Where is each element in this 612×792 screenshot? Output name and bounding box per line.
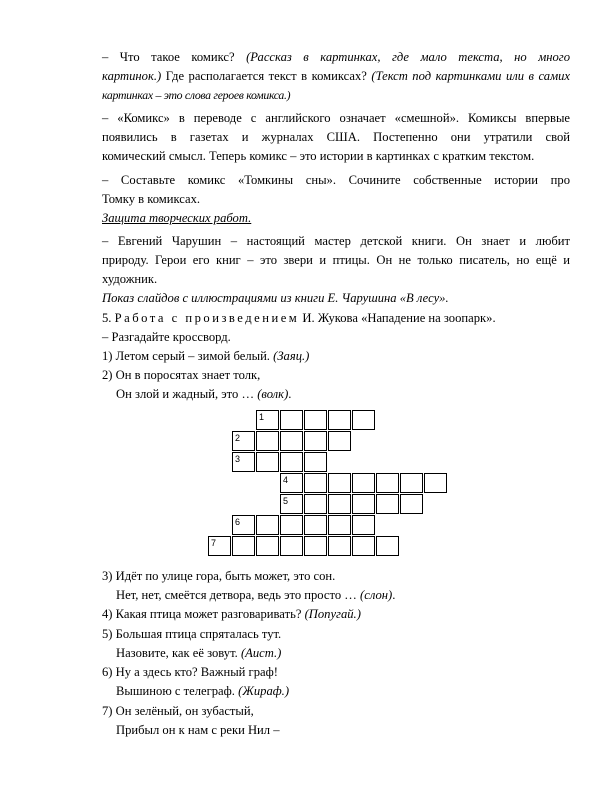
- crossword-clue-number: 4: [283, 475, 289, 485]
- crossword-cell[interactable]: [280, 452, 303, 472]
- crossword-cell[interactable]: [328, 494, 351, 514]
- crossword-cell[interactable]: [304, 536, 327, 556]
- paragraph-comics-question-line3: картинках – это слова героев комикса.): [102, 88, 291, 102]
- crossword-cell[interactable]: [304, 515, 327, 535]
- section-heading: [102, 310, 570, 326]
- crossword-cell[interactable]: [352, 410, 375, 430]
- riddle-text: 1) Летом серый – зимой белый.: [102, 349, 270, 363]
- crossword-cell[interactable]: [352, 494, 375, 514]
- crossword-cell[interactable]: [280, 473, 303, 493]
- answer-text: картинок.): [102, 69, 162, 83]
- riddle-answer: (Аист.): [240, 646, 282, 660]
- crossword-cell[interactable]: [304, 452, 327, 472]
- paragraph-charushin-line3: художник.: [102, 272, 158, 286]
- riddle-3-line1: 3) Идёт по улице гора, быть может, это сон.: [102, 569, 336, 583]
- crossword-cell[interactable]: [424, 473, 447, 493]
- crossword-cell[interactable]: [304, 473, 327, 493]
- riddle-7-line1: 7) Он зелёный, он зубастый,: [102, 704, 254, 718]
- crossword-cell[interactable]: [256, 410, 279, 430]
- crossword-cell[interactable]: [328, 431, 351, 451]
- crossword-cell[interactable]: [280, 431, 303, 451]
- section-title: Работа с произведением: [114, 311, 300, 325]
- riddle-4: [102, 606, 570, 622]
- riddle-1: [102, 348, 570, 364]
- crossword-instruction: – Разгадайте кроссворд.: [102, 330, 231, 344]
- crossword-clue-number: 1: [259, 412, 265, 422]
- crossword-cell[interactable]: [256, 515, 279, 535]
- crossword-cell[interactable]: [232, 515, 255, 535]
- crossword-cell[interactable]: [352, 536, 375, 556]
- paragraph-comics-question-line2: [102, 68, 570, 84]
- riddle-text: Нет, нет, смеётся детвора, ведь это просто …: [116, 588, 357, 602]
- riddle-answer: (Жираф.): [238, 684, 290, 698]
- slides-note: Показ слайдов с иллюстрациями из книги Е. Чарушина «В лесу».: [102, 291, 449, 305]
- crossword-cell[interactable]: [376, 494, 399, 514]
- crossword-cell[interactable]: [304, 494, 327, 514]
- riddle-answer: (Заяц.): [273, 349, 310, 363]
- crossword-cell[interactable]: [232, 536, 255, 556]
- crossword-cell[interactable]: [280, 410, 303, 430]
- crossword-cell[interactable]: [232, 452, 255, 472]
- riddle-5-line2: [102, 645, 570, 661]
- crossword-cell[interactable]: [280, 494, 303, 514]
- paragraph-task-line2: Томку в комиксах.: [102, 192, 201, 206]
- section-work: И. Жукова «Нападение на зоопарк».: [302, 311, 496, 325]
- crossword-cell[interactable]: [376, 536, 399, 556]
- riddle-answer: (слон): [360, 588, 393, 602]
- crossword-cell[interactable]: [256, 452, 279, 472]
- paragraph-task-line1: – Составьте комикс «Томкины сны». Сочините собственные истории про: [102, 173, 570, 187]
- crossword-cell[interactable]: [400, 473, 423, 493]
- paragraph-charushin-line2: природу. Герои его книг – это звери и птицы. Он не только писатель, но ещё и: [102, 253, 570, 267]
- question-text: – Что такое комикс?: [102, 50, 235, 64]
- crossword-clue-number: 6: [235, 517, 241, 527]
- crossword-clue-number: 5: [283, 496, 289, 506]
- crossword-clue-number: 2: [235, 433, 241, 443]
- crossword-clue-number: 7: [211, 538, 217, 548]
- riddle-7-line2: Прибыл он к нам с реки Нил –: [116, 723, 280, 737]
- riddle-text: 4) Какая птица может разговаривать?: [102, 607, 302, 621]
- riddle-answer: (Попугай.): [304, 607, 361, 621]
- crossword-cell[interactable]: [328, 515, 351, 535]
- question-text: Где располагается текст в комиксах?: [165, 69, 367, 83]
- crossword-cell[interactable]: [400, 494, 423, 514]
- riddle-2-line2: Он злой и жадный, это … (волк).: [116, 387, 292, 401]
- paragraph-comics-meaning-line3: комический смысл. Теперь комикс – это истории в картинках с кратким текстом.: [102, 149, 535, 163]
- crossword-cell[interactable]: [256, 536, 279, 556]
- paragraph-comics-question-line1: [102, 49, 570, 65]
- riddle-text: Он злой и жадный, это …: [116, 387, 255, 401]
- riddle-5-line1: 5) Большая птица спряталась тут.: [102, 627, 282, 641]
- riddle-6-line1: 6) Ну а здесь кто? Важный граф!: [102, 665, 278, 679]
- creative-work-heading: Защита творческих работ.: [102, 211, 252, 225]
- crossword-cell[interactable]: [376, 473, 399, 493]
- paragraph-comics-meaning-line2: появились в газетах и журналах США. Постепенно они утратили свой: [102, 130, 570, 144]
- crossword-cell[interactable]: [232, 431, 255, 451]
- crossword-cell[interactable]: [328, 410, 351, 430]
- crossword-cell[interactable]: [328, 473, 351, 493]
- riddle-text: Назовите, как её зовут.: [116, 646, 238, 660]
- crossword-cell[interactable]: [280, 536, 303, 556]
- crossword-cell[interactable]: [304, 431, 327, 451]
- crossword-cell[interactable]: [280, 515, 303, 535]
- riddle-text: Вышиною с телеграф.: [116, 684, 235, 698]
- crossword-cell[interactable]: [256, 431, 279, 451]
- answer-text: (Рассказ в картинках, где мало текста, но много: [246, 50, 570, 64]
- crossword-cell[interactable]: [208, 536, 231, 556]
- crossword-cell[interactable]: [352, 473, 375, 493]
- riddle-6-line2: [102, 683, 570, 699]
- paragraph-comics-meaning-line1: – «Комикс» в переводе с английского означает «смешной». Комиксы впервые: [102, 111, 570, 125]
- paragraph-charushin-line1: – Евгений Чарушин – настоящий мастер детской книги. Он знает и любит: [102, 234, 570, 248]
- riddle-3-line2: Нет, нет, смеётся детвора, ведь это просто … (слон).: [116, 588, 396, 602]
- crossword-cell[interactable]: [328, 536, 351, 556]
- crossword-clue-number: 3: [235, 454, 241, 464]
- section-number: 5.: [102, 311, 112, 325]
- riddle-answer: (волк): [257, 387, 289, 401]
- crossword-cell[interactable]: [304, 410, 327, 430]
- crossword-cell[interactable]: [352, 515, 375, 535]
- riddle-2-line1: 2) Он в поросятах знает толк,: [102, 368, 261, 382]
- answer-text: (Текст под картинками или в самих: [371, 69, 571, 83]
